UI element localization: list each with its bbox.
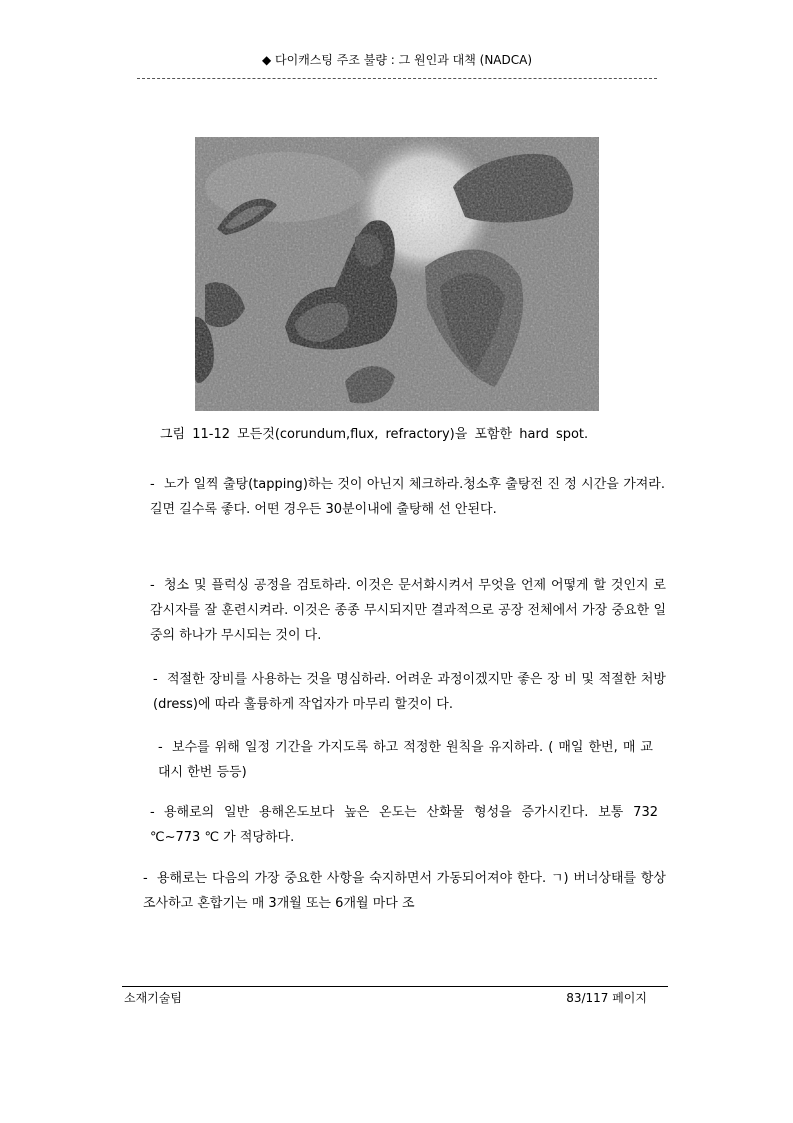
micrograph-image [195,137,599,411]
figure-caption: 그림 11-12 모든것(corundum,flux, refractory)을 포함한 hard spot. [160,427,589,442]
list-item-text: 노가 일찍 출탕(tapping)하는 것이 아닌지 체크하라.청소후 출탕전 진 정 시간을 가져라. 길면 길수록 좋다. 어떤 경우든 30분이내에 출탕해 선 안된다. [150,477,665,517]
list-item-text: 용해로의 일반 용해온도보다 높은 온도는 산화물 형성을 증가시킨다. 보통 732 ℃~773 ℃ 가 적당하다. [150,805,658,845]
list-dash: - [150,805,155,820]
list-item [150,573,666,648]
page-header: ◆ 다이캐스팅 주조 불량 : 그 원인과 대책 (NADCA) [261,53,533,67]
list-dash: - [150,578,155,593]
list-item-text: 보수를 위해 일정 기간을 가지도록 하고 적정한 원칙을 유지하라. ( 매일 한번, 매 교대시 한번 등등) [158,740,653,780]
list-item-text: 적절한 장비를 사용하는 것을 명심하라. 어려운 과정이겠지만 좋은 장 비 및 적절한 처방(dress)에 따라 훌륭하게 작업자가 마무리 할것이 다. [153,672,666,712]
list-item [150,800,658,850]
header-divider [137,78,657,79]
list-item-text: 청소 및 플럭싱 공정을 검토하라. 이것은 문서화시켜서 무엇을 언제 어떻게 할 것인지 로 감시자를 잘 훈련시켜라. 이것은 종종 무시되지만 결과적으로 공장 전체에서 가장 중요한 일 중의 하나가 무시되는 것이 다. [150,578,667,643]
footer-team: 소재기술팀 [124,991,182,1005]
list-dash: - [158,740,163,755]
list-dash: - [143,871,148,886]
footer-divider [122,986,668,987]
list-item [150,472,665,522]
page-number: 83/117 페이지 [566,991,647,1005]
list-item-text: 용해로는 다음의 가장 중요한 사항을 숙지하면서 가동되어져야 한다. ㄱ) 버너상태를 항상 조사하고 혼합기는 매 3개월 또는 6개월 마다 조 [143,871,666,911]
list-dash: - [153,672,158,687]
list-item [143,866,666,916]
list-dash: - [150,477,155,492]
list-item [158,735,653,785]
list-item [153,667,666,717]
